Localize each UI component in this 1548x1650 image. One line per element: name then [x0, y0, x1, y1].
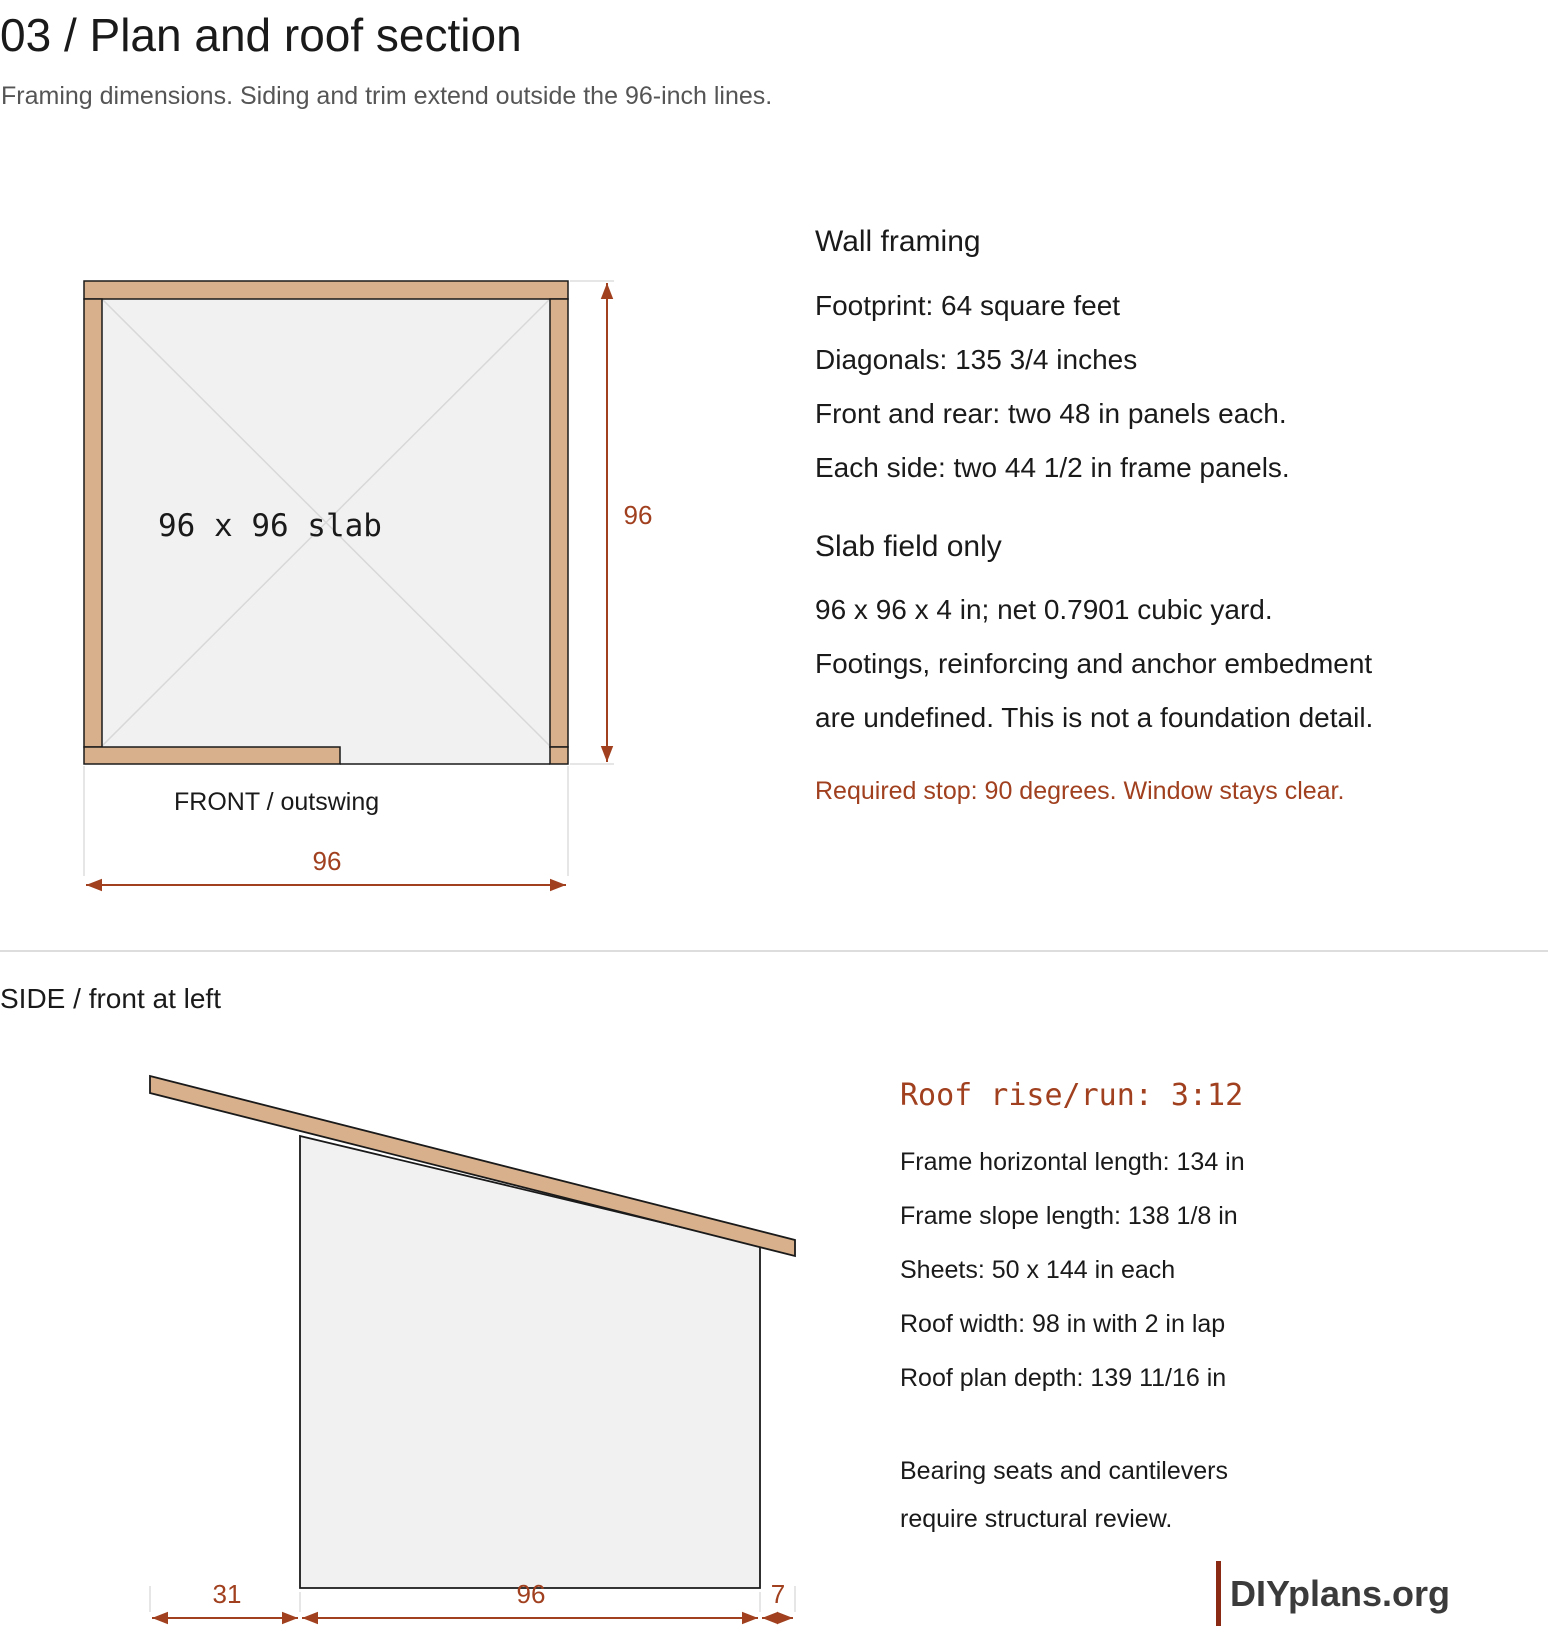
- slab-field-line: 96 x 96 x 4 in; net 0.7901 cubic yard.: [815, 594, 1273, 625]
- right-wall: [550, 299, 568, 747]
- wall-framing-line: Each side: two 44 1/2 in frame panels.: [815, 452, 1290, 483]
- width-dimension-label: 96: [312, 846, 342, 876]
- side-section-drawing: [0, 1040, 830, 1640]
- roof-spec-line: Frame slope length: 138 1/8 in: [900, 1202, 1238, 1230]
- wall-elevation: [300, 1136, 760, 1588]
- side-section-title: SIDE / front at left: [0, 983, 221, 1014]
- structural-review-note: require structural review.: [900, 1505, 1173, 1533]
- depth-dimension-label: 96: [623, 500, 653, 530]
- roof-spec-line: Roof width: 98 in with 2 in lap: [900, 1310, 1226, 1338]
- wall-framing-line: Diagonals: 135 3/4 inches: [815, 344, 1138, 375]
- front-label: FRONT / outswing: [174, 788, 380, 816]
- front-overhang-label: 31: [212, 1579, 242, 1609]
- front-wall: [84, 747, 340, 764]
- page-title: 03 / Plan and roof section: [0, 9, 522, 61]
- page-subtitle: Framing dimensions. Siding and trim extend outside the 96-inch lines.: [1, 82, 773, 110]
- slab-field-line: Footings, reinforcing and anchor embedment: [815, 648, 1373, 679]
- section-divider: [0, 950, 1548, 952]
- span-label: 96: [516, 1579, 546, 1609]
- roof-spec-line: Sheets: 50 x 144 in each: [900, 1256, 1176, 1284]
- brand-bar: [1216, 1561, 1221, 1626]
- roof-spec-line: Frame horizontal length: 134 in: [900, 1148, 1245, 1176]
- wall-framing-heading: Wall framing: [815, 225, 981, 258]
- brand-logo: DIYplans.org: [1230, 1573, 1451, 1614]
- slab-field-line: are undefined. This is not a foundation detail.: [815, 702, 1374, 733]
- wall-framing-line: Front and rear: two 48 in panels each.: [815, 398, 1287, 429]
- slab-label: 96 x 96 slab: [158, 508, 382, 544]
- rear-overhang-label: 7: [770, 1579, 786, 1609]
- plan-view-drawing: [0, 0, 780, 940]
- front-wall-post: [550, 747, 568, 764]
- rear-wall: [84, 281, 568, 299]
- wall-framing-line: Footprint: 64 square feet: [815, 290, 1121, 321]
- roof-spec-line: Roof plan depth: 139 11/16 in: [900, 1364, 1227, 1392]
- left-wall: [84, 299, 102, 747]
- structural-review-note: Bearing seats and cantilevers: [900, 1457, 1228, 1485]
- slab-field-heading: Slab field only: [815, 530, 1002, 563]
- required-stop-note: Required stop: 90 degrees. Window stays clear.: [815, 777, 1345, 805]
- roof-ratio-heading: Roof rise/run: 3:12: [900, 1078, 1244, 1113]
